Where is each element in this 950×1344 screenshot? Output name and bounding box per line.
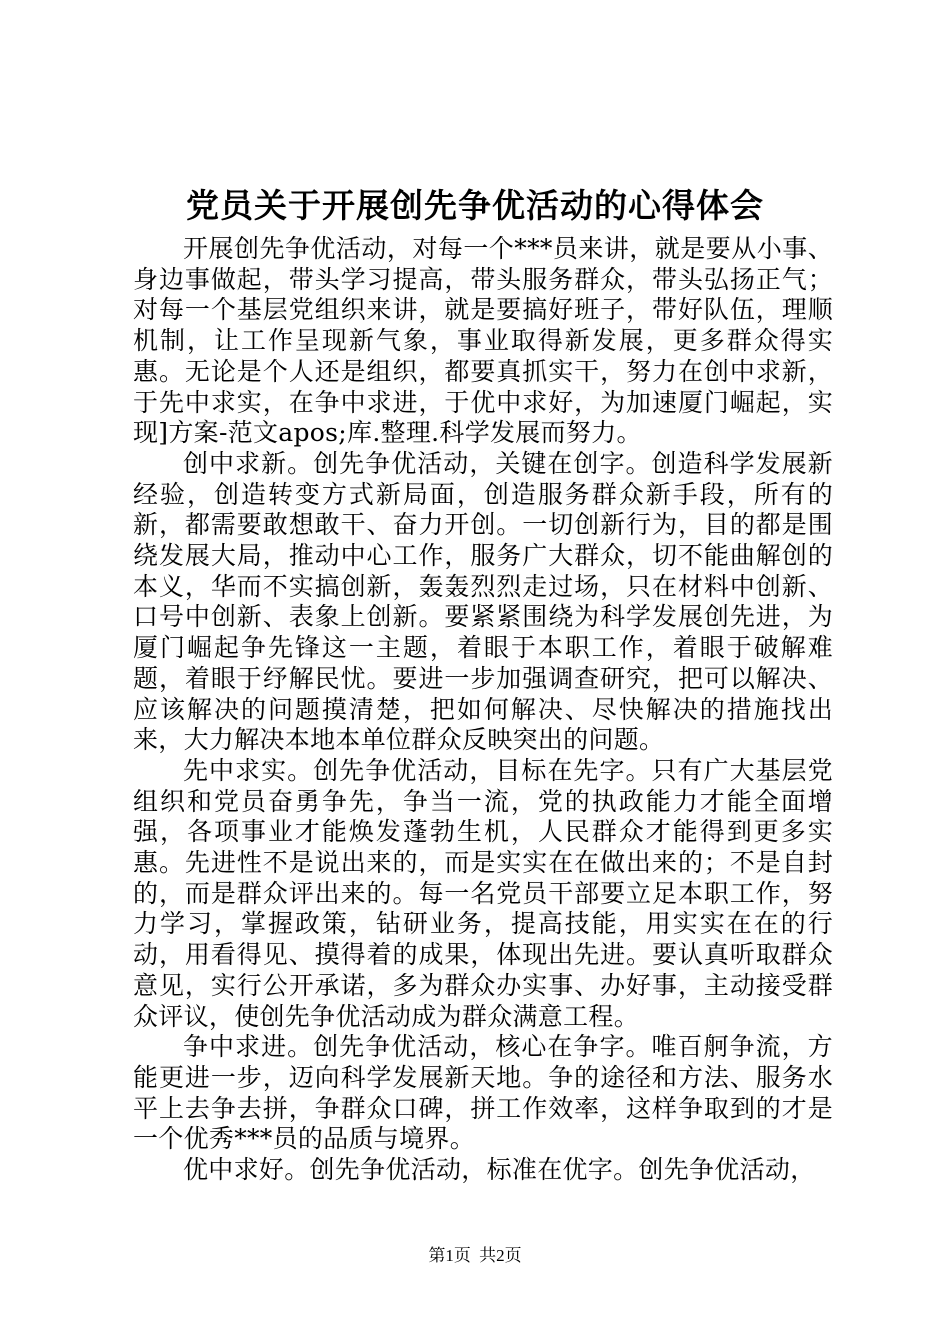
paragraph-progress: 争中求进。创先争优活动，核心在争字。唯百舸争流，方能更进一步，迈向科学发展新天地。争的途径和方法、服务水平上去争去拼，争群众口碑，拼工作效率，这样争取到的才是一个优秀***员的品质与境界。 — [133, 1032, 833, 1154]
paragraph-excellence: 优中求好。创先争优活动，标准在优字。创先争优活动， — [183, 1155, 816, 1185]
paragraph-intro: 开展创先争优活动，对每一个***员来讲，就是要从小事、身边事做起，带头学习提高，带头服务群众，带头弘扬正气；对每一个基层党组织来讲，就是要搞好班子，带好队伍，理顺机制，让工作呈现新气象，事业取得新发展，更多群众得实惠。无论是个人还是组织，都要真抓实干，努力在创中求新，于先中求实，在争中求进，于优中求好，为加速厦门崛起，实现]方案-范文apos;库.整理.科学发展而努力。 — [133, 234, 833, 448]
paragraph-practicality: 先中求实。创先争优活动，目标在先字。只有广大基层党组织和党员奋勇争先，争当一流，党的执政能力才能全面增强，各项事业才能焕发蓬勃生机，人民群众才能得到更多实惠。先进性不是说出来的，而是实实在在做出来的；不是自封的，而是群众评出来的。每一名党员干部要立足本职工作，努力学习，掌握政策，钻研业务，提高技能，用实实在在的行动，用看得见、摸得着的成果，体现出先进。要认真听取群众意见，实行公开承诺，多为群众办实事、办好事，主动接受群众评议，使创先争优活动成为群众满意工程。 — [133, 755, 833, 1031]
page-total: 共2页 — [479, 1246, 522, 1265]
page-number: 第1页 — [428, 1246, 471, 1265]
document-body — [133, 234, 833, 1186]
paragraph-innovation: 创中求新。创先争优活动，关键在创字。创造科学发展新经验，创造转变方式新局面，创造服务群众新手段，所有的新，都需要敢想敢干、奋力开创。一切创新行为，目的都是围绕发展大局，推动中心工作，服务广大群众，切不能曲解创的本义，华而不实搞创新，轰轰烈烈走过场，只在材料中创新、口号中创新、表象上创新。要紧紧围绕为科学发展创先进，为厦门崛起争先锋这一主题，着眼于本职工作，着眼于破解难题，着眼于纾解民忧。要进一步加强调查研究，把可以解决、应该解决的问题摸清楚，把如何解决、尽快解决的措施找出来，大力解决本地本单位群众反映突出的问题。 — [133, 448, 833, 755]
document-title: 党员关于开展创先争优活动的心得体会 — [186, 186, 764, 225]
page-footer — [0, 1244, 950, 1268]
